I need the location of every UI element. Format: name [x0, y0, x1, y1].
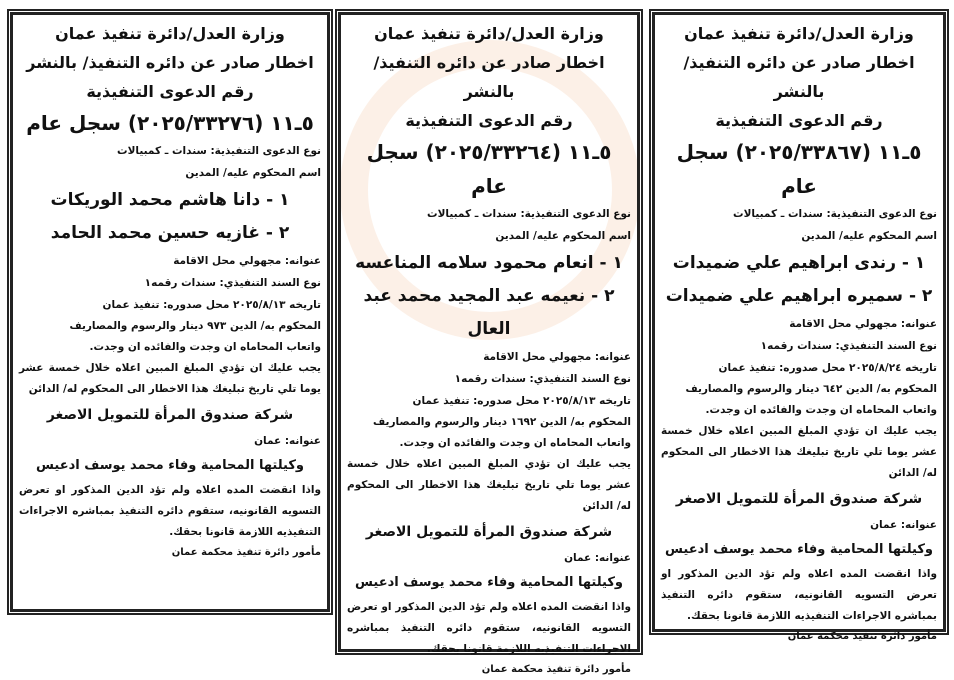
- date-place: تاريخه ٢٠٢٥/٨/٢٤ محل صدوره: تنفيذ عمان: [718, 362, 937, 374]
- date-place: تاريخه ٢٠٢٥/٨/١٣ محل صدوره: تنفيذ عمان: [102, 299, 321, 311]
- debtor-address: عنوانه: مجهولي محل الاقامة: [173, 255, 321, 267]
- case-type: نوع الدعوى التنفيذية: سندات ـ كمبيالات: [427, 208, 631, 220]
- debtor-name-2: ٢ - سميره ابراهيم علي ضميدات: [665, 286, 933, 306]
- debtor-address: عنوانه: مجهولي محل الاقامة: [789, 318, 937, 330]
- ministry-title: وزارة العدل/دائرة تنفيذ عمان: [374, 24, 604, 43]
- creditor-agent: وكيلتها المحامية وفاء محمد يوسف ادعيس: [36, 458, 304, 473]
- case-type: نوع الدعوى التنفيذية: سندات ـ كمبيالات: [733, 208, 937, 220]
- notice-middle: [338, 12, 640, 675]
- case-label: رقم الدعوى التنفيذية: [715, 111, 883, 130]
- signature: مأمور دائرة تنفيذ محكمة عمان: [787, 631, 937, 642]
- notice-title: اخطار صادر عن دائره التنفيذ/ بالنشر: [26, 53, 314, 72]
- payment-notice: يجب عليك ان تؤدي المبلغ المبين اعلاه خلال خمسة عشر يوما تلي تاريخ تبليغك هذا الاخطار الى المحكوم له/ الدائن: [661, 425, 937, 479]
- payment-notice: يجب عليك ان تؤدي المبلغ المبين اعلاه خلال خمسة عشر يوما تلي تاريخ تبليغك هذا الاخطار الى المحكوم له/ الدائن: [19, 362, 321, 395]
- fees-line: واتعاب المحاماه ان وجدت والفائده ان وجدت.: [89, 341, 321, 353]
- debtor-label: اسم المحكوم عليه/ المدين: [495, 230, 631, 242]
- creditor-address: عنوانه: عمان: [564, 552, 631, 564]
- creditor-name: شركة صندوق المرأة للتمويل الاصغر: [46, 407, 294, 423]
- debtor-name-2: ٢ - نعيمه عبد المجيد محمد عبد العال: [363, 286, 615, 339]
- debtor-name-1: ١ - دانا هاشم محمد الوريكات: [50, 190, 290, 210]
- debtor-label: اسم المحكوم عليه/ المدين: [185, 167, 321, 179]
- notice-left: [10, 12, 330, 612]
- amount-line: المحكوم به/ الدين ٩٧٣ دينار والرسوم والمصاريف: [69, 320, 321, 332]
- case-type: نوع الدعوى التنفيذية: سندات ـ كمبيالات: [117, 145, 321, 157]
- fees-line: واتعاب المحاماه ان وجدت والفائده ان وجدت.: [399, 437, 631, 449]
- debtor-name-1: ١ - رندى ابراهيم علي ضميدات: [672, 253, 926, 273]
- ministry-title: وزارة العدل/دائرة تنفيذ عمان: [684, 24, 914, 43]
- case-label: رقم الدعوى التنفيذية: [86, 82, 254, 101]
- debtor-name-2: ٢ - غازيه حسين محمد الحامد: [50, 223, 290, 243]
- case-label: رقم الدعوى التنفيذية: [405, 111, 573, 130]
- signature: مأمور دائرة تنفيذ محكمة عمان: [171, 547, 321, 558]
- payment-notice: يجب عليك ان تؤدي المبلغ المبين اعلاه خلال خمسة عشر يوما تلي تاريخ تبليغك هذا الاخطار الى المحكوم له/ الدائن: [347, 458, 631, 512]
- creditor-agent: وكيلتها المحامية وفاء محمد يوسف ادعيس: [355, 575, 623, 590]
- debtor-label: اسم المحكوم عليه/ المدين: [801, 230, 937, 242]
- creditor-name: شركة صندوق المرأة للتمويل الاصغر: [365, 524, 613, 540]
- bond-type: نوع السند التنفيذي: سندات رقمه١: [144, 277, 321, 289]
- amount-line: المحكوم به/ الدين ١٦٩٢ دينار والرسوم والمصاريف: [373, 416, 631, 428]
- warning-text: واذا انقضت المده اعلاه ولم تؤد الدين المذكور او تعرض التسويه القانونيه، ستقوم دائره التنفيذ بمباشره الاجراءات التنفيذيه اللازمة قانونا بحقك.: [347, 601, 631, 655]
- case-number: ٥ـ١١ (٢٠٢٥/٣٣٢٧٦) سجل عام: [26, 111, 314, 135]
- creditor-address: عنوانه: عمان: [254, 435, 321, 447]
- warning-text: واذا انقضت المده اعلاه ولم تؤد الدين المذكور او تعرض التسويه القانونيه، ستقوم دائره التنفيذ بمباشره الاجراءات التنفيذيه اللازمة قانونا بحقك.: [661, 568, 937, 622]
- debtor-name-1: ١ - انعام محمود سلامه المناعسه: [355, 253, 623, 273]
- date-place: تاريخه ٢٠٢٥/٨/١٣ محل صدوره: تنفيذ عمان: [412, 395, 631, 407]
- warning-text: واذا انقضت المده اعلاه ولم تؤد الدين المذكور او تعرض التسويه القانونيه، ستقوم دائره التنفيذ بمباشره الاجراءات التنفيذيه اللازمة قانونا بحقك.: [19, 484, 321, 538]
- signature: مأمور دائرة تنفيذ محكمة عمان: [481, 664, 631, 675]
- creditor-address: عنوانه: عمان: [870, 519, 937, 531]
- fees-line: واتعاب المحاماه ان وجدت والفائده ان وجدت.: [705, 404, 937, 416]
- creditor-agent: وكيلتها المحامية وفاء محمد يوسف ادعيس: [665, 542, 933, 557]
- ministry-title: وزارة العدل/دائرة تنفيذ عمان: [55, 24, 285, 43]
- case-number: ٥ـ١١ (٢٠٢٥/٣٣٨٦٧) سجل عام: [676, 140, 922, 198]
- notice-right: [652, 12, 946, 642]
- notice-title: اخطار صادر عن دائره التنفيذ/ بالنشر: [683, 53, 915, 101]
- bond-type: نوع السند التنفيذي: سندات رقمه١: [454, 373, 631, 385]
- bond-type: نوع السند التنفيذي: سندات رقمه١: [760, 340, 937, 352]
- debtor-address: عنوانه: مجهولي محل الاقامة: [483, 351, 631, 363]
- amount-line: المحكوم به/ الدين ٦٤٢ دينار والرسوم والمصاريف: [685, 383, 937, 395]
- creditor-name: شركة صندوق المرأة للتمويل الاصغر: [675, 491, 923, 507]
- notice-title: اخطار صادر عن دائره التنفيذ/ بالنشر: [373, 53, 605, 101]
- case-number: ٥ـ١١ (٢٠٢٥/٣٣٢٦٤) سجل عام: [366, 140, 612, 198]
